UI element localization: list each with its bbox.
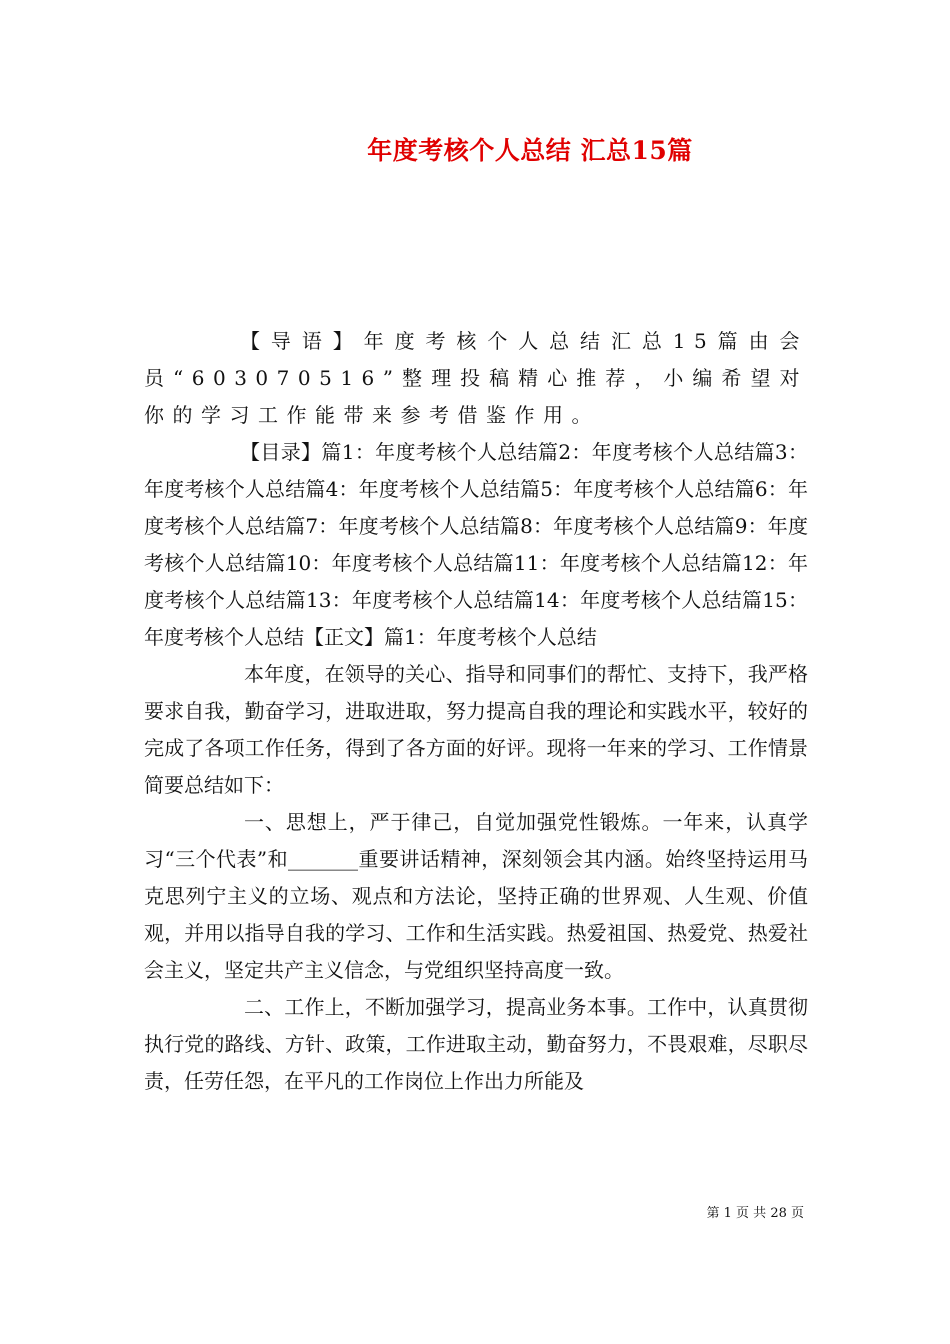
page-number: 第 1 页 共 28 页 [706, 1206, 804, 1221]
document-title: 年度考核个人总结 汇总15篇 [367, 136, 693, 165]
body-paragraph-1: 本年度，在领导的关心、指导和同事们的帮忙、支持下，我严格要求自我，勤奋学习，进取进取，努力提高自我的理论和实践水平，较好的完成了各项工作任务，得到了各方面的好评。现将一年来的学习、工作情景简要总结如下： [144, 662, 808, 797]
body-paragraph-3: 二、工作上，不断加强学习，提高业务本事。工作中，认真贯彻执行党的路线、方针、政策，工作进取主动，勤奋努力，不畏艰难，尽职尽责，任劳任怨，在平凡的工作岗位上作出力所能及 [144, 995, 808, 1093]
toc-paragraph: 【目录】篇1：年度考核个人总结篇2：年度考核个人总结篇3：年度考核个人总结篇4：年度考核个人总结篇5：年度考核个人总结篇6：年度考核个人总结篇7：年度考核个人总结篇8：年度考核个人总结篇9：年度考核个人总结篇10：年度考核个人总结篇11：年度考核个人总结篇12：年度考核个人总结篇13：年度考核个人总结篇14：年度考核个人总结篇15：年度考核个人总结【正文】篇1：年度考核个人总结 [144, 440, 808, 649]
document-body [144, 323, 808, 1100]
body-paragraph-2: 一、思想上，严于律己，自觉加强党性锻炼。一年来，认真学习“三个代表”和_______重要讲话精神，深刻领会其内涵。始终坚持运用马克思列宁主义的立场、观点和方法论，坚持正确的世界观、人生观、价值观，并用以指导自我的学习、工作和生活实践。热爱祖国、热爱党、热爱社会主义，坚定共产主义信念，与党组织坚持高度一致。 [144, 810, 808, 982]
intro-paragraph: 【导语】年度考核个人总结汇总15篇由会员“603070516”整理投稿精心推荐，小编希望对你的学习工作能带来参考借鉴作用。 [144, 329, 808, 427]
